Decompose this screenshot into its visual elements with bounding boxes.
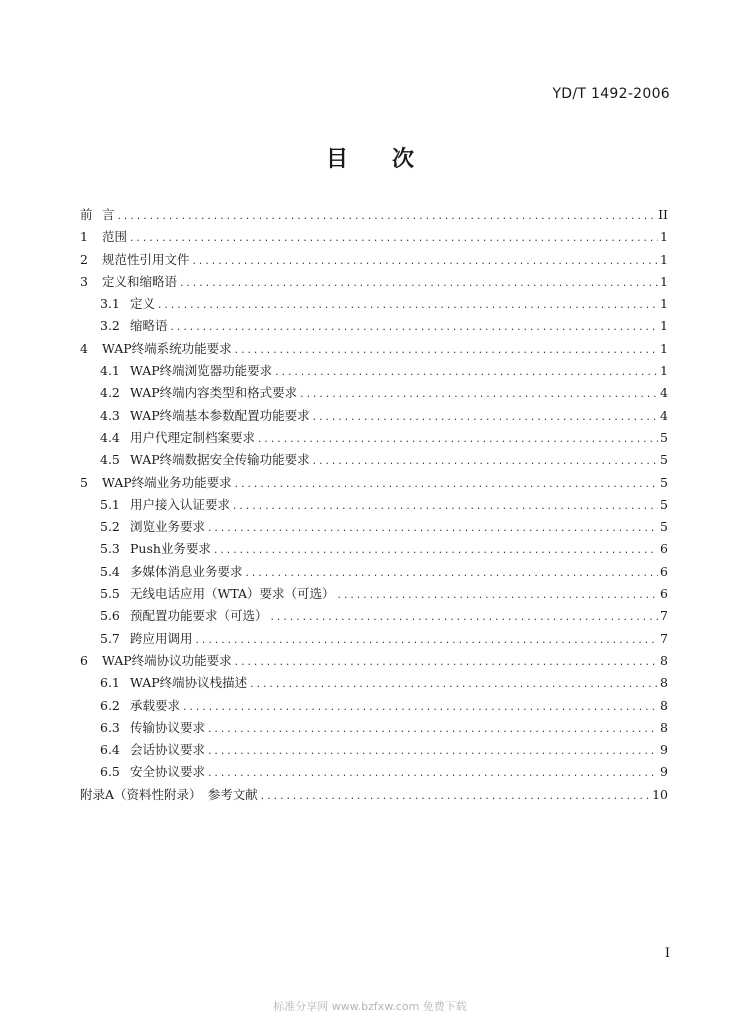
- toc-entry-label: WAP终端数据安全传输功能要求: [130, 452, 310, 468]
- toc-entry-label: 跨应用调用: [130, 630, 193, 646]
- toc-entry-number: 5.1: [100, 496, 120, 512]
- toc-entry[interactable]: [80, 718, 668, 740]
- toc-entry-page: 5: [660, 474, 668, 490]
- toc-entry-number: 5.3: [100, 541, 120, 557]
- toc-leader-dots: [213, 546, 658, 556]
- toc-entry[interactable]: [80, 696, 668, 718]
- toc-entry-label: WAP终端协议功能要求: [102, 652, 232, 668]
- toc-entry[interactable]: [80, 294, 668, 316]
- page-title: [0, 142, 740, 173]
- toc-entry-label: 定义: [130, 296, 156, 312]
- toc-entry-page: 6: [660, 541, 668, 557]
- toc-entry[interactable]: [80, 562, 668, 584]
- toc-leader-dots: [195, 636, 658, 646]
- toc-entry[interactable]: [80, 361, 668, 383]
- toc-entry-label: WAP终端业务功能要求: [102, 474, 232, 490]
- toc-leader-dots: [170, 323, 658, 333]
- standard-code: YD/T 1492-2006: [552, 86, 670, 102]
- toc-entry-page: II: [658, 207, 668, 222]
- toc-entry[interactable]: [80, 205, 668, 227]
- toc-entry-page: 4: [660, 385, 668, 401]
- toc-entry-page: 6: [660, 586, 668, 602]
- toc-entry[interactable]: [80, 629, 668, 651]
- toc-entry[interactable]: [80, 227, 668, 249]
- toc-entry-number: 2: [80, 251, 88, 267]
- toc-leader-dots: [179, 279, 658, 289]
- toc-entry-page: 9: [660, 764, 668, 780]
- toc-entry-page: 8: [660, 697, 668, 713]
- toc-entry-number: 5.2: [100, 519, 120, 535]
- toc-entry[interactable]: [80, 406, 668, 428]
- toc-entry-page: 4: [660, 407, 668, 423]
- toc-entry-page: 9: [660, 742, 668, 758]
- toc-entry-number: 4.4: [100, 429, 120, 445]
- toc-entry-number: 5.5: [100, 586, 120, 602]
- toc-entry[interactable]: [80, 339, 668, 361]
- toc-entry-number: 5: [80, 474, 88, 490]
- toc-entry[interactable]: [80, 473, 668, 495]
- toc-entry-page: 1: [660, 229, 668, 245]
- toc-entry[interactable]: [80, 584, 668, 606]
- toc-entry[interactable]: [80, 428, 668, 450]
- toc-entry-page: 8: [660, 652, 668, 668]
- toc-entry-page: 1: [660, 363, 668, 379]
- toc-leader-dots: [207, 747, 658, 757]
- toc-entry-page: 1: [660, 251, 668, 267]
- toc-entry-number: 6: [80, 652, 88, 668]
- toc-entry-number: 4.2: [100, 385, 120, 401]
- toc-leader-dots: [274, 368, 658, 378]
- toc-leader-dots: [232, 502, 658, 512]
- toc-entry-page: 1: [660, 273, 668, 289]
- toc-entry-number: 4.3: [100, 407, 120, 423]
- toc-leader-dots: [207, 769, 658, 779]
- toc-entry[interactable]: [80, 272, 668, 294]
- toc-entry[interactable]: [80, 316, 668, 338]
- toc-entry-label: WAP终端浏览器功能要求: [130, 363, 273, 379]
- toc-entry[interactable]: [80, 606, 668, 628]
- toc-leader-dots: [207, 725, 658, 735]
- toc-entry-label: 缩略语: [130, 318, 168, 334]
- toc-entry-label: 承载要求: [130, 697, 181, 713]
- toc-entry-number: 5.6: [100, 608, 120, 624]
- toc-entry-label: WAP终端系统功能要求: [102, 340, 232, 356]
- toc-entry-label: WAP终端协议栈描述: [130, 675, 248, 691]
- toc-leader-dots: [312, 457, 658, 467]
- toc-entry-label: 言: [102, 207, 115, 222]
- toc-entry-number: 3: [80, 273, 88, 289]
- toc-entry-label: 规范性引用文件: [102, 251, 190, 267]
- toc-entry-page: 5: [660, 429, 668, 445]
- toc-entry-page: 1: [660, 340, 668, 356]
- toc-entry-label: 范围: [102, 229, 128, 245]
- toc-leader-dots: [234, 480, 658, 490]
- watermark: 标准分享网 www.bzfxw.com 免费下载: [273, 1000, 467, 1013]
- toc-leader-dots: [312, 413, 658, 423]
- toc-entry-label: 用户代理定制档案要求: [130, 429, 256, 445]
- toc-leader-dots: [117, 212, 657, 222]
- toc-leader-dots: [207, 524, 658, 534]
- toc-entry[interactable]: [80, 785, 668, 807]
- toc-entry-page: 8: [660, 675, 668, 691]
- toc-leader-dots: [245, 569, 658, 579]
- toc-entry-number: 4.5: [100, 452, 120, 468]
- toc-entry-number: 4.1: [100, 363, 120, 379]
- toc-entry-label: 安全协议要求: [130, 764, 206, 780]
- toc-leader-dots: [260, 792, 650, 802]
- toc-leader-dots: [249, 680, 658, 690]
- toc-entry[interactable]: [80, 673, 668, 695]
- toc-leader-dots: [129, 234, 658, 244]
- toc-entry-number: 6.4: [100, 742, 120, 758]
- toc-entry-page: 1: [660, 318, 668, 334]
- toc-entry-page: 5: [660, 452, 668, 468]
- toc-entry[interactable]: [80, 517, 668, 539]
- toc-entry-label: 多媒体消息业务要求: [130, 563, 243, 579]
- toc-entry-number: 前: [80, 207, 93, 222]
- toc-leader-dots: [299, 390, 658, 400]
- toc-entry-page: 6: [660, 563, 668, 579]
- toc-leader-dots: [157, 301, 658, 311]
- toc-entry-page: 5: [660, 496, 668, 512]
- toc-entry-label: WAP终端基本参数配置功能要求: [130, 407, 310, 423]
- toc-entry-number: 4: [80, 340, 88, 356]
- toc-entry-label: 预配置功能要求（可选）: [130, 608, 268, 624]
- toc-leader-dots: [270, 613, 658, 623]
- table-of-contents: [80, 205, 668, 807]
- toc-entry[interactable]: [80, 762, 668, 784]
- toc-entry-number: 5.4: [100, 563, 120, 579]
- toc-entry-label: WAP终端内容类型和格式要求: [130, 385, 298, 401]
- toc-leader-dots: [192, 257, 658, 267]
- toc-entry[interactable]: [80, 539, 668, 561]
- toc-entry-number: 6.3: [100, 719, 120, 735]
- toc-entry-label: 无线电话应用（WTA）要求（可选）: [130, 586, 335, 602]
- toc-entry-label: 附录A（资料性附录） 参考文献: [80, 786, 258, 802]
- toc-entry-page: 5: [660, 519, 668, 535]
- toc-leader-dots: [234, 346, 658, 356]
- toc-entry[interactable]: [80, 250, 668, 272]
- toc-entry-label: 用户接入认证要求: [130, 496, 231, 512]
- toc-entry[interactable]: [80, 651, 668, 673]
- toc-entry-number: 6.5: [100, 764, 120, 780]
- title-char-2: 次: [392, 147, 415, 172]
- toc-entry-number: 3.2: [100, 318, 120, 334]
- toc-leader-dots: [182, 703, 658, 713]
- toc-entry-page: 1: [660, 296, 668, 312]
- toc-entry-number: 6.2: [100, 697, 120, 713]
- toc-entry[interactable]: [80, 383, 668, 405]
- toc-entry[interactable]: [80, 450, 668, 472]
- toc-entry-label: 会话协议要求: [130, 742, 206, 758]
- toc-entry-number: 1: [80, 229, 88, 245]
- toc-entry-number: 3.1: [100, 296, 120, 312]
- toc-entry[interactable]: [80, 495, 668, 517]
- toc-entry-page: 7: [660, 608, 668, 624]
- toc-entry[interactable]: [80, 740, 668, 762]
- toc-entry-page: 8: [660, 719, 668, 735]
- page-number: I: [664, 946, 670, 961]
- toc-entry-number: 5.7: [100, 630, 120, 646]
- toc-entry-page: 10: [652, 786, 668, 802]
- toc-leader-dots: [257, 435, 658, 445]
- title-char-1: 目: [325, 147, 348, 172]
- toc-entry-label: Push业务要求: [130, 541, 211, 557]
- toc-entry-number: 6.1: [100, 675, 120, 691]
- toc-entry-label: 传输协议要求: [130, 719, 206, 735]
- toc-entry-page: 7: [660, 630, 668, 646]
- toc-entry-label: 定义和缩略语: [102, 273, 178, 289]
- toc-leader-dots: [337, 591, 658, 601]
- toc-leader-dots: [234, 658, 658, 668]
- toc-entry-label: 浏览业务要求: [130, 519, 206, 535]
